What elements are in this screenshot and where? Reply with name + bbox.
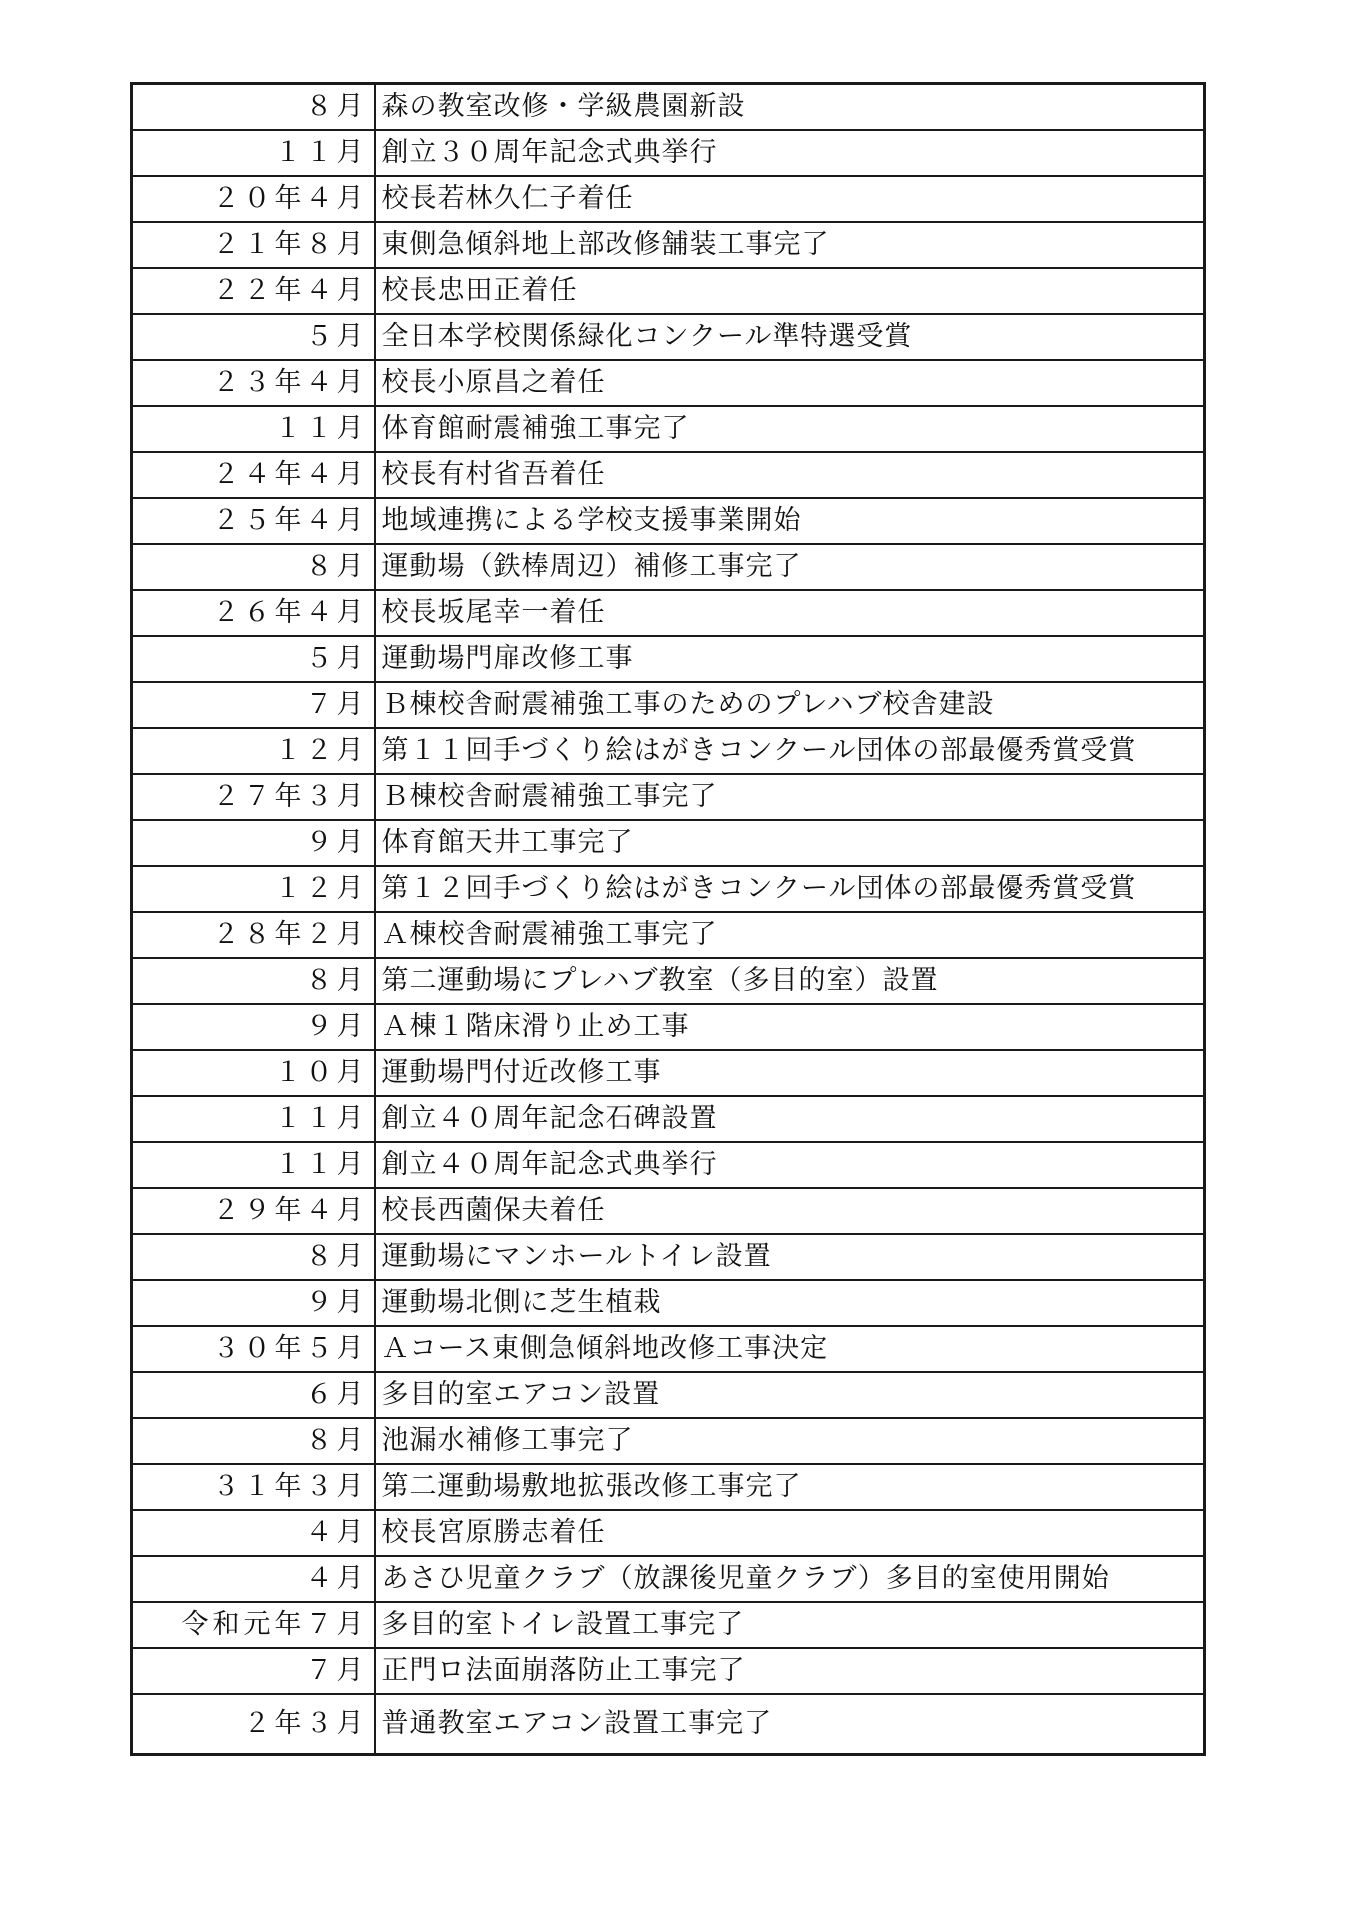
table-row: [132, 1280, 1205, 1326]
table-row: [132, 498, 1205, 544]
date-cell: ８月: [132, 958, 375, 1004]
date-cell: １１月: [132, 406, 375, 452]
event-cell: 校長宮原勝志着任: [375, 1510, 1205, 1556]
event-cell: 第１１回手づくり絵はがきコンクール団体の部最優秀賞受賞: [375, 728, 1205, 774]
date-cell: ９月: [132, 1280, 375, 1326]
event-cell: あさひ児童クラブ（放課後児童クラブ）多目的室使用開始: [375, 1556, 1205, 1602]
date-cell: ２７年３月: [132, 774, 375, 820]
date-cell: ７月: [132, 1648, 375, 1694]
event-cell: Ａ棟校舎耐震補強工事完了: [375, 912, 1205, 958]
table-row: [132, 820, 1205, 866]
event-cell: 第二運動場にプレハブ教室（多目的室）設置: [375, 958, 1205, 1004]
school-history-table: [130, 82, 1206, 1756]
date-cell: ３０年５月: [132, 1326, 375, 1372]
date-cell: 令和元年７月: [132, 1602, 375, 1648]
table-row: [132, 314, 1205, 360]
table-row: [132, 1648, 1205, 1694]
event-cell: 校長若林久仁子着任: [375, 176, 1205, 222]
date-cell: １２月: [132, 866, 375, 912]
table-row: [132, 130, 1205, 176]
table-row: [132, 1694, 1205, 1755]
date-cell: ２２年４月: [132, 268, 375, 314]
table-row: [132, 1234, 1205, 1280]
event-cell: 正門ロ法面崩落防止工事完了: [375, 1648, 1205, 1694]
table-row: [132, 1004, 1205, 1050]
event-cell: 池漏水補修工事完了: [375, 1418, 1205, 1464]
date-cell: ２８年２月: [132, 912, 375, 958]
event-cell: 運動場門付近改修工事: [375, 1050, 1205, 1096]
table-row: [132, 1464, 1205, 1510]
table-row: [132, 1096, 1205, 1142]
event-cell: 校長坂尾幸一着任: [375, 590, 1205, 636]
table-row: [132, 1050, 1205, 1096]
event-cell: 全日本学校関係緑化コンクール準特選受賞: [375, 314, 1205, 360]
date-cell: １１月: [132, 1096, 375, 1142]
event-cell: 森の教室改修・学級農園新設: [375, 84, 1205, 131]
event-cell: 創立４０周年記念式典挙行: [375, 1142, 1205, 1188]
date-cell: ２６年４月: [132, 590, 375, 636]
event-cell: Ｂ棟校舎耐震補強工事のためのプレハブ校舎建設: [375, 682, 1205, 728]
event-cell: 創立４０周年記念石碑設置: [375, 1096, 1205, 1142]
table-row: [132, 774, 1205, 820]
table-row: [132, 728, 1205, 774]
event-cell: 普通教室エアコン設置工事完了: [375, 1694, 1205, 1755]
date-cell: ８月: [132, 1418, 375, 1464]
table-row: [132, 84, 1205, 131]
table-row: [132, 958, 1205, 1004]
event-cell: 校長小原昌之着任: [375, 360, 1205, 406]
table-row: [132, 268, 1205, 314]
date-cell: ２１年８月: [132, 222, 375, 268]
table-row: [132, 682, 1205, 728]
date-cell: １１月: [132, 130, 375, 176]
event-cell: 校長有村省吾着任: [375, 452, 1205, 498]
event-cell: 第１２回手づくり絵はがきコンクール団体の部最優秀賞受賞: [375, 866, 1205, 912]
date-cell: ２４年４月: [132, 452, 375, 498]
date-cell: １０月: [132, 1050, 375, 1096]
date-cell: ５月: [132, 314, 375, 360]
table-row: [132, 1418, 1205, 1464]
table-row: [132, 1326, 1205, 1372]
date-cell: ６月: [132, 1372, 375, 1418]
table-row: [132, 1556, 1205, 1602]
event-cell: 地域連携による学校支援事業開始: [375, 498, 1205, 544]
date-cell: ９月: [132, 1004, 375, 1050]
date-cell: ３１年３月: [132, 1464, 375, 1510]
table-row: [132, 544, 1205, 590]
table-row: [132, 1372, 1205, 1418]
event-cell: 運動場門扉改修工事: [375, 636, 1205, 682]
event-cell: 運動場にマンホールトイレ設置: [375, 1234, 1205, 1280]
table-row: [132, 1142, 1205, 1188]
date-cell: ４月: [132, 1510, 375, 1556]
event-cell: 多目的室エアコン設置: [375, 1372, 1205, 1418]
event-cell: 多目的室トイレ設置工事完了: [375, 1602, 1205, 1648]
table-row: [132, 406, 1205, 452]
event-cell: Ｂ棟校舎耐震補強工事完了: [375, 774, 1205, 820]
date-cell: ４月: [132, 1556, 375, 1602]
table-row: [132, 866, 1205, 912]
date-cell: ２３年４月: [132, 360, 375, 406]
date-cell: ８月: [132, 1234, 375, 1280]
table-row: [132, 912, 1205, 958]
date-cell: ２９年４月: [132, 1188, 375, 1234]
table-row: [132, 1188, 1205, 1234]
event-cell: Ａコース東側急傾斜地改修工事決定: [375, 1326, 1205, 1372]
table-row: [132, 222, 1205, 268]
date-cell: １２月: [132, 728, 375, 774]
event-cell: 運動場（鉄棒周辺）補修工事完了: [375, 544, 1205, 590]
date-cell: ２５年４月: [132, 498, 375, 544]
date-cell: ２０年４月: [132, 176, 375, 222]
event-cell: 校長西薗保夫着任: [375, 1188, 1205, 1234]
event-cell: 運動場北側に芝生植栽: [375, 1280, 1205, 1326]
date-cell: １１月: [132, 1142, 375, 1188]
event-cell: 第二運動場敷地拡張改修工事完了: [375, 1464, 1205, 1510]
table-row: [132, 1510, 1205, 1556]
table-row: [132, 176, 1205, 222]
event-cell: 東側急傾斜地上部改修舗装工事完了: [375, 222, 1205, 268]
table-row: [132, 1602, 1205, 1648]
date-cell: ５月: [132, 636, 375, 682]
date-cell: ２年３月: [132, 1694, 375, 1755]
date-cell: ８月: [132, 84, 375, 131]
date-cell: ８月: [132, 544, 375, 590]
event-cell: 体育館耐震補強工事完了: [375, 406, 1205, 452]
event-cell: 創立３０周年記念式典挙行: [375, 130, 1205, 176]
date-cell: ９月: [132, 820, 375, 866]
table-row: [132, 590, 1205, 636]
table-row: [132, 636, 1205, 682]
date-cell: ７月: [132, 682, 375, 728]
table-row: [132, 452, 1205, 498]
event-cell: 校長忠田正着任: [375, 268, 1205, 314]
table-row: [132, 360, 1205, 406]
event-cell: Ａ棟１階床滑り止め工事: [375, 1004, 1205, 1050]
event-cell: 体育館天井工事完了: [375, 820, 1205, 866]
